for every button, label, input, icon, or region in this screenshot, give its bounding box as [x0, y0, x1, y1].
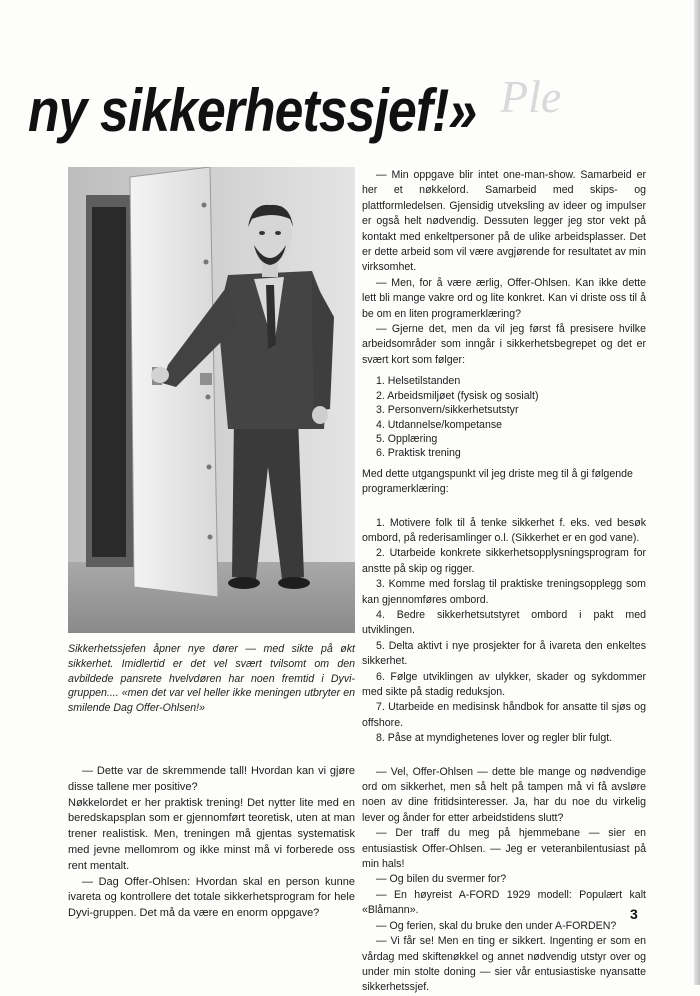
list-item: 2. Arbeidsmiljøet (fysisk og sosialt): [376, 389, 539, 402]
paragraph: — Gjerne det, men da vil jeg først få presisere hvilke arbeidsområder som inngår i sikkerhetsbegrepet og det er svært kort som følger:: [362, 323, 646, 366]
spacer: [362, 747, 646, 765]
paragraph: — Og ferien, skal du bruke den under A-FORDEN?: [376, 919, 617, 932]
left-column-text: [68, 764, 355, 922]
headline: ny sikkerhetssjef!»: [28, 77, 477, 144]
photo-illustration: [68, 167, 355, 633]
bleed-through-text: Ple: [500, 71, 562, 122]
list-item: 8. Påse at myndighetenes lover og regler blir fulgt.: [376, 732, 613, 745]
program-list: [362, 516, 646, 747]
program-intro: Med dette utgangspunkt vil jeg driste meg til å gi følgende programerklæring:: [362, 467, 633, 496]
list-item: 4. Bedre sikkerhetsutstyret ombord i pakt med utviklingen.: [362, 608, 646, 637]
list-item: 5. Delta aktivt i nye prosjekter for å ivareta den enkeltes sikkerhet.: [362, 639, 646, 668]
list-item: 6. Følge utviklingen av ulykker, skader og sykdommer med sikte på stadig reduksjon.: [362, 670, 646, 698]
list-item: 2. Utarbeide konkrete sikkerhetsopplysningsprogram for anstte på skip og rigger.: [362, 547, 646, 575]
list-item: 7. Utarbeide en medisinsk håndbok for ansatte til sjøs og offshore.: [362, 701, 646, 729]
paragraph: — Min oppgave blir intet one-man-show. Samarbeid er her et nøkkelord. Samarbeid med skips- og plattformledelsen. Gjensidig utveksling av ideer og impulser er også helt nødvendig. Dessuten legger jeg stor vekt på kontakt med enkeltpersoner på de ulike arbeidsplasser. Det er dette arbeid som vil være avgjørende for resultatet av min virksomhet.: [362, 169, 646, 274]
paragraph: — Men, for å være ærlig, Offer-Ohlsen. Kan ikke dette lett bli mange vakre ord og lite konkret. Kan vi driste oss til å be om en liten programerklæring?: [362, 276, 646, 320]
paragraph: — En høyreist A-FORD 1929 modell: Populært kalt «Blåmann».: [362, 888, 646, 917]
list-item: 1. Helsetilstanden: [376, 375, 461, 388]
list-item: 5. Opplæring: [376, 432, 438, 445]
photo-caption: Sikkerhetssjefen åpner nye dører — med sikte på økt sikkerhet. Imidlertid er det vel svært tvilsomt om den avbildede pansrete hvelvdøren har noen fremtid i Dyvi-gruppen.... «men det var vel heller ikke meningen utbryter en smilende Dag Offer-Ohlsen!»: [68, 643, 355, 715]
list-item: 3. Komme med forslag til praktiske treningsopplegg som kan gjennomføres ombord.: [362, 578, 646, 606]
list-item: 4. Utdannelse/kompetanse: [376, 418, 503, 431]
paragraph: — Dette var de skremmende tall! Hvordan kan vi gjøre disse tallene mer positive?: [68, 765, 355, 793]
page-edge-shadow: [694, 0, 700, 985]
portrait-photo: [68, 167, 355, 633]
right-column-text: [362, 168, 646, 996]
list-item: 3. Personvern/sikkerhetsutstyr: [376, 404, 519, 417]
page-number: 3: [630, 906, 638, 922]
paragraph: — Og bilen du svermer for?: [376, 873, 507, 886]
list-item: 6. Praktisk trening: [376, 447, 461, 460]
paragraph: — Der traff du meg på hjemmebane — sier en entusiastisk Offer-Ohlsen. — Jeg er veteranbilentusiast på min hals!: [362, 827, 646, 871]
work-areas-list: [376, 374, 646, 460]
paragraph: — Vel, Offer-Ohlsen — dette ble mange og nødvendige ord om sikkerhet, men så helt på tampen må vi få avsløre noen av dine fritidsinteresser. Ja, har du noe du virkelig lever og ånder for etter arbeidstidens slutt?: [362, 765, 646, 824]
paragraph: — Vi får se! Men en ting er sikkert. Ingenting er som en vårdag med skiftenøkkel og annet nødvendig utstyr over og under min stolte doning — sier vår entusiastiske nyansatte sikkerhetssjef.: [362, 935, 646, 994]
list-item: 1. Motivere folk til å tenke sikkerhet f. eks. ved besøk ombord, på rederisamlinger o.l. (Sikkerhet er en god vane).: [362, 516, 646, 544]
paragraph: — Dag Offer-Ohlsen: Hvordan skal en person kunne ivareta og kontrollere det totale sikkerhetsprogram for hele Dyvi-gruppen. Det må da være en enorm oppgave?: [68, 875, 355, 920]
spacer: [362, 498, 646, 516]
paragraph: Nøkkelordet er her praktisk trening! Det nytter lite med en beredskapsplan som er gjennomført teoretisk, uten at man trener realistisk. Men, treningen må gjentas systematisk med jevne mellomrom og ikke minst må vi forberede oss rent mentalt.: [68, 796, 355, 872]
